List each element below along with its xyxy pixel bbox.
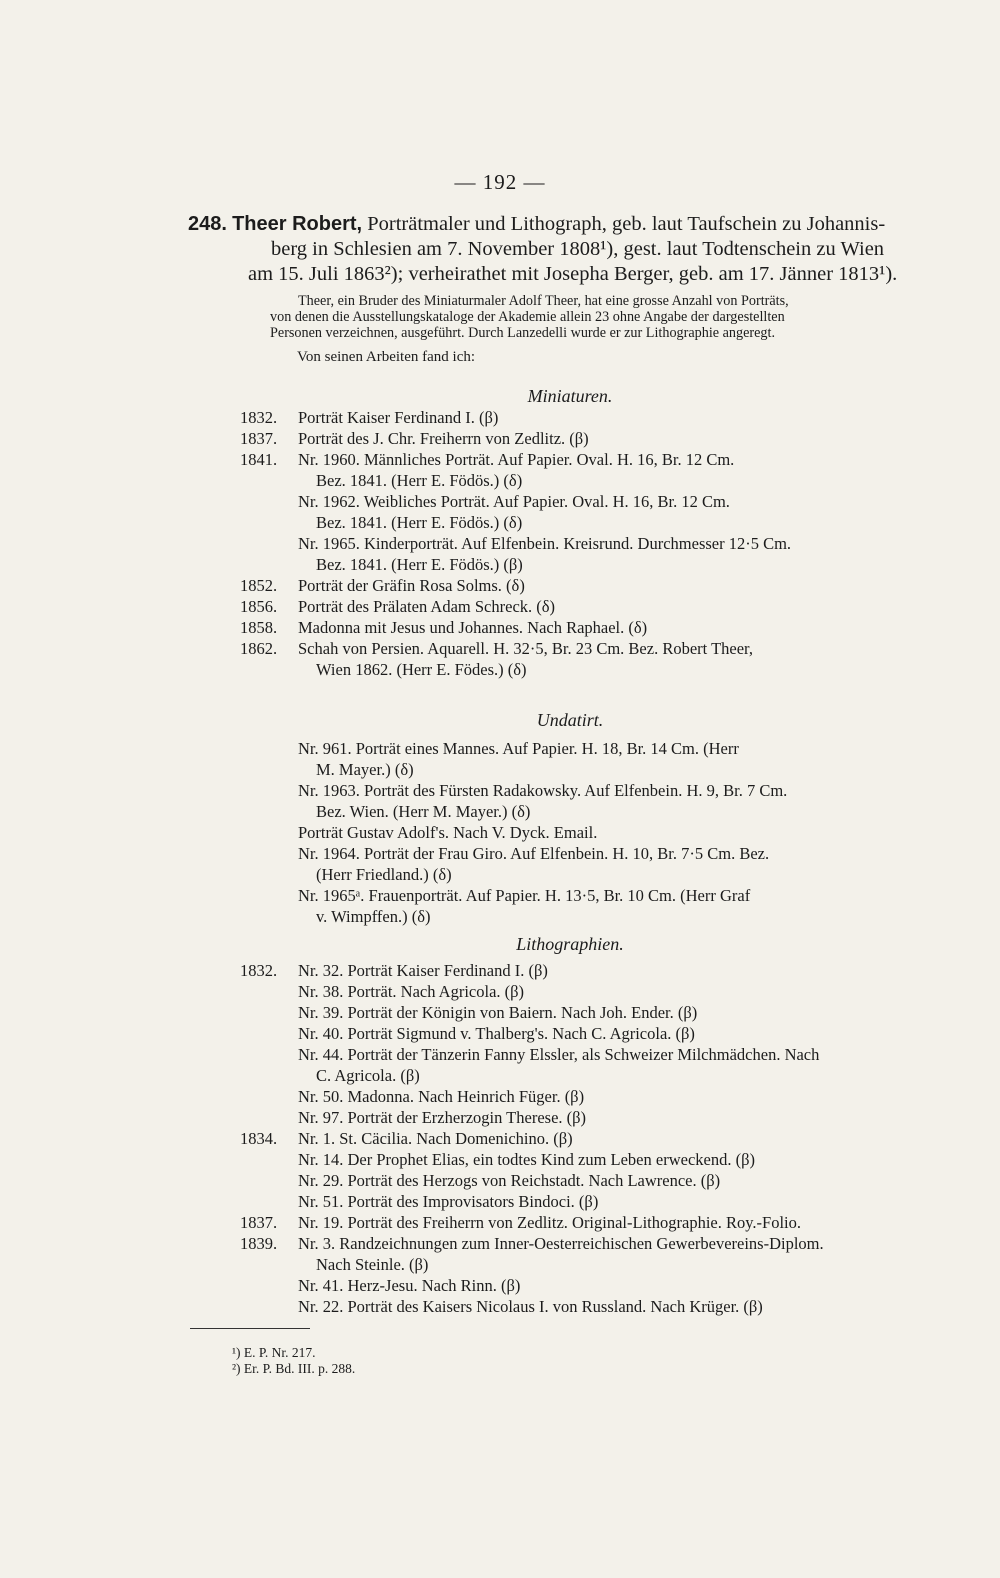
list-text: Nr. 50. Madonna. Nach Heinrich Füger. (β) [298,1087,585,1106]
list-item [240,1023,960,1044]
list-text: Nr. 961. Porträt eines Mannes. Auf Papier. H. 18, Br. 14 Cm. (Herr [298,739,739,758]
list-text: Nr. 3. Randzeichnungen zum Inner-Oesterreichischen Gewerbevereins-Diplom. [298,1234,824,1253]
intro-line-1: Theer, ein Bruder des Miniaturmaler Adolf Theer, hat eine grosse Anzahl von Porträts, [298,293,789,309]
list-item [240,1128,960,1149]
footnotes [232,1345,355,1377]
list-item [240,1191,960,1212]
list-item [240,885,960,927]
intro-line-3: Personen verzeichnen, ausgeführt. Durch Lanzedelli wurde er zur Lithographie angeregt. [270,325,776,341]
list-item [240,1296,960,1317]
list-text: Nr. 1963. Porträt des Fürsten Radakowsky. Auf Elfenbein. H. 9, Br. 7 Cm. [298,781,788,800]
list-text: Porträt Gustav Adolf's. Nach V. Dyck. Email. [298,823,598,842]
list-item [240,449,960,491]
list-text: Nr. 1962. Weibliches Porträt. Auf Papier. Oval. H. 16, Br. 12 Cm. [298,492,730,511]
list-text: Porträt des J. Chr. Freiherrn von Zedlitz. (β) [298,429,589,448]
list-text: Nr. 22. Porträt des Kaisers Nicolaus I. von Russland. Nach Krüger. (β) [298,1297,763,1316]
list-item [240,1044,960,1086]
list-year: 1852. [240,576,278,595]
list-year: 1862. [240,639,278,658]
list-text: Porträt des Prälaten Adam Schreck. (δ) [298,597,556,616]
list-item [240,491,960,533]
list-text: Nr. 1960. Männliches Porträt. Auf Papier. Oval. H. 16, Br. 12 Cm. [298,450,735,469]
list-year: 1839. [240,1234,278,1253]
list-text-cont: (Herr Friedland.) (δ) [316,865,452,884]
list-item [240,981,960,1002]
list-item [240,407,960,428]
list-item [240,1170,960,1191]
list-text: Nr. 44. Porträt der Tänzerin Fanny Elssler, als Schweizer Milchmädchen. Nach [298,1045,820,1064]
list-item [240,1107,960,1128]
section-title-lithographien: Lithographien. [516,934,624,954]
list-year: 1858. [240,618,278,637]
list-text: Nr. 1. St. Cäcilia. Nach Domenichino. (β) [298,1129,573,1148]
undatirt-list [240,738,960,927]
intro-line-2: von denen die Ausstellungskataloge der Akademie allein 23 ohne Angabe der dargestellten [270,309,785,325]
list-text: Nr. 51. Porträt des Improvisators Bindoci. (β) [298,1192,599,1211]
list-text: Nr. 19. Porträt des Freiherrn von Zedlitz. Original-Lithographie. Roy.-Folio. [298,1213,802,1232]
list-item [240,428,960,449]
page-number: — 192 — [454,170,546,194]
list-text-cont: M. Mayer.) (δ) [316,760,414,779]
list-text: Nr. 40. Porträt Sigmund v. Thalberg's. Nach C. Agricola. (β) [298,1024,695,1043]
list-text-cont: Bez. Wien. (Herr M. Mayer.) (δ) [316,802,531,821]
intro-paragraph [270,293,960,341]
list-year: 1856. [240,597,278,616]
list-item [240,617,960,638]
list-item [240,1149,960,1170]
list-year: 1832. [240,408,278,427]
list-item [240,843,960,885]
list-text: Nr. 29. Porträt des Herzogs von Reichstadt. Nach Lawrence. (β) [298,1171,721,1190]
list-item [240,1275,960,1296]
list-year: 1832. [240,961,278,980]
list-text-cont: v. Wimpffen.) (δ) [316,907,431,926]
list-year: 1837. [240,429,278,448]
list-item [240,533,960,575]
entry-number: 248. [188,213,227,235]
list-year: 1834. [240,1129,278,1148]
footnote-1: ¹) E. P. Nr. 217. [232,1345,316,1360]
list-text: Schah von Persien. Aquarell. H. 32·5, Br. 23 Cm. Bez. Robert Theer, [298,639,753,658]
list-text-cont: Bez. 1841. (Herr E. Födös.) (δ) [316,471,523,490]
list-item [240,738,960,780]
list-item [240,1002,960,1023]
lithographien-list [240,960,960,1317]
list-text: Nr. 14. Der Prophet Elias, ein todtes Kind zum Leben erweckend. (β) [298,1150,755,1169]
list-item [240,596,960,617]
list-item [240,575,960,596]
section-title-miniaturen: Miniaturen. [527,386,613,406]
list-text-cont: Wien 1862. (Herr E. Födes.) (δ) [316,660,527,679]
list-text-cont: C. Agricola. (β) [316,1066,420,1085]
list-text: Nr. 41. Herz-Jesu. Nach Rinn. (β) [298,1276,521,1295]
entry-name: Theer Robert, [232,213,363,235]
list-text: Nr. 38. Porträt. Nach Agricola. (β) [298,982,525,1001]
entry-line-1: Porträtmaler und Lithograph, geb. laut Taufschein zu Johannis- [367,213,886,235]
list-text-cont: Nach Steinle. (β) [316,1255,429,1274]
list-year: 1841. [240,450,278,469]
list-text: Nr. 97. Porträt der Erzherzogin Therese. (β) [298,1108,587,1127]
entry-line-2: berg in Schlesien am 7. November 1808¹), gest. laut Todtenschein zu Wien [271,238,885,260]
list-text: Nr. 32. Porträt Kaiser Ferdinand I. (β) [298,961,548,980]
list-item [240,960,960,981]
list-year: 1837. [240,1213,278,1232]
list-text: Porträt der Gräfin Rosa Solms. (δ) [298,576,525,595]
list-item [240,780,960,822]
list-item [240,1086,960,1107]
section-title-undatirt: Undatirt. [536,710,604,730]
list-text: Nr. 1964. Porträt der Frau Giro. Auf Elfenbein. H. 10, Br. 7·5 Cm. Bez. [298,844,770,863]
list-text: Nr. 1965. Kinderporträt. Auf Elfenbein. Kreisrund. Durchmesser 12·5 Cm. [298,534,792,553]
entry-heading [188,212,960,287]
entry-line-3: am 15. Juli 1863²); verheirathet mit Josepha Berger, geb. am 17. Jänner 1813¹). [248,263,898,285]
list-text-cont: Bez. 1841. (Herr E. Födös.) (δ) [316,513,523,532]
list-item [240,1212,960,1233]
footnote-divider [190,1328,310,1329]
found-line: Von seinen Arbeiten fand ich: [297,349,476,365]
list-text: Madonna mit Jesus und Johannes. Nach Raphael. (δ) [298,618,648,637]
list-item [240,1233,960,1275]
list-item [240,638,960,680]
footnote-2: ²) Er. P. Bd. III. p. 288. [232,1361,356,1376]
list-text: Nr. 39. Porträt der Königin von Baiern. Nach Joh. Ender. (β) [298,1003,698,1022]
list-text-cont: Bez. 1841. (Herr E. Födös.) (β) [316,555,523,574]
list-text: Nr. 1965ᵃ. Frauenporträt. Auf Papier. H. 13·5, Br. 10 Cm. (Herr Graf [298,886,751,905]
list-item [240,822,960,843]
list-text: Porträt Kaiser Ferdinand I. (β) [298,408,499,427]
miniaturen-list [240,407,960,680]
